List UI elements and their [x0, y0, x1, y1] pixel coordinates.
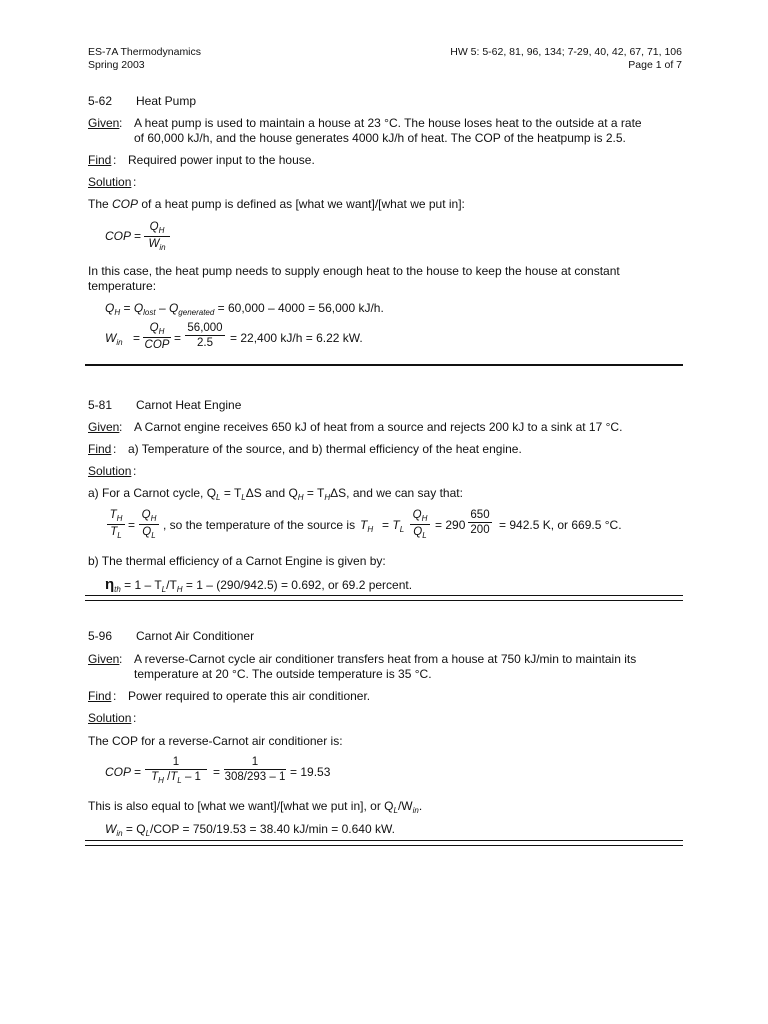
find-text: Power required to operate this air conditioner.	[128, 689, 371, 703]
find-text: Required power input to the house.	[128, 153, 315, 167]
given-label: Given	[88, 116, 120, 130]
cop-lhs: COP =	[105, 765, 141, 779]
solution-label: Solution	[88, 175, 132, 189]
find-label: Find	[88, 442, 112, 456]
power-equation: $W_{in} = Q_L/COP = 750/19.53 = 38.40$ kJ/min = 0.640 kW.	[105, 822, 395, 838]
qh-equation: $Q_H = Q_{lost} - Q_{generated} = 60,000 - 4000 = 56,000$ kJ/h.	[105, 301, 384, 317]
solution-label: Solution	[88, 711, 132, 725]
efficiency-equation: $\eta_{th} = 1 - T_L/T_H = 1 - (290/942.5) = 0.692$, or 69.2 percent.	[105, 576, 413, 594]
section-divider	[85, 364, 683, 366]
cop-result: = 19.53	[290, 765, 331, 779]
win-lhs: $W_{in}$	[105, 331, 123, 347]
given-text-2: temperature at 20 °C. The outside temperature is 35 °C.	[134, 667, 432, 681]
problem-title: Carnot Air Conditioner	[136, 629, 255, 643]
given-text: A Carnot engine receives 650 kJ of heat from a source and rejects 200 kJ to a sink at 17 °C.	[134, 420, 623, 434]
section-divider	[85, 595, 683, 601]
given-text-1: A heat pump is used to maintain a house at 23 °C. The house loses heat to the outside at a rate	[134, 116, 642, 130]
th-tl-fraction: $T_H$ $T_L$	[107, 509, 125, 540]
carnot-relation-line: a) For a Carnot cycle, $Q_L = T_L\Delta S$ and $Q_H = T_H\Delta S$, and we can say that:	[88, 486, 463, 502]
header-hw: HW 5: 5-62, 81, 96, 134; 7-29, 40, 42, 67, 71, 106	[450, 46, 682, 58]
win-fraction-2: 56,000 2.5	[185, 322, 225, 349]
qh-ql-fraction: $Q_H$ $Q_L$	[139, 509, 159, 540]
explanation-line-2: temperature:	[88, 279, 157, 293]
problem-number: 5-96	[88, 629, 113, 643]
problem-title: Carnot Heat Engine	[136, 398, 242, 412]
cop-intro: The COP for a reverse-Carnot air conditioner is:	[88, 734, 343, 748]
efficiency-intro: b) The thermal efficiency of a Carnot Engine is given by:	[88, 554, 386, 568]
cop-lhs: COP =	[105, 229, 141, 243]
source-temp-text: , so the temperature of the source is	[163, 518, 356, 532]
given-text-1: A reverse-Carnot cycle air conditioner transfers heat from a house at 750 kJ/min to maintain its	[134, 652, 637, 666]
section-divider	[85, 840, 683, 846]
header-page: Page 1 of 7	[628, 59, 682, 71]
source-temp-result: = 942.5 K, or 669.5 °C.	[499, 518, 622, 532]
problem-number: 5-81	[88, 398, 113, 412]
document-page: ES-7A Thermodynamics Spring 2003 HW 5: 5-62, 81, 96, 134; 7-29, 40, 42, 67, 71, 106 Page 1 of 7 5-62 Heat Pump Given : A heat pump is used to maintain a house at 23 °C. The house loses heat to the outside at a rate of 60,000 kJ/h, and the house generates 4000 kJ/h of heat. The COP of the heatpump is 2.5. Find : Required power input to the house. Solution : The COP of a heat pump is defined as [what we want]/[what we put in]: COP = $Q_H$ $W_{in}$ In this case, the heat pump needs to supply enough heat to the house to keep the house at constant temperature: $Q_H = Q_{lost} - Q_{generated} = 60,000 - 4000 = 56,000$ kJ/h. $W_{in}$ = $Q_H$ COP = 56,000 2.5 = 22,400 kJ/h = 6.22 kW. 5-81 Carnot Heat Engine Given : A Carnot engine receives 650 kJ of heat from a source and rejects 200 kJ to a sink at 17 °C. Find : a) Temperature of the source, and b) thermal efficiency of the heat engine. Solution : a) For a Carnot cycle, $Q_L = T_L\Delta S$ and $Q_H = T_H\Delta S$, and we can say that: $T_H$ $T_L$ = $Q_H$ $Q_L$ , so the temperature of the source is $T_H$ = $T_L$ $Q_H$ $Q_L$ = 290 650 200 = 942.5 K, or 669.5 °C. b) The thermal efficiency of a Carnot Engine is given by: $\eta_{th} = 1 - T_L/T_H = 1 - (290/942.5) = 0.692$, or 69.2 percent. 5-96 Carnot Air Conditioner Given : A reverse-Carnot cycle air conditioner transfers heat from a house at 750 kJ/min to maintain its temperature at 20 °C. The outside temperature is 35 °C. Find : Power required to operate this air conditioner. Solution : The COP for a reverse-Carnot air conditioner is: COP = 1 $T_H$ $/T_L - 1$ = 1 308/293 – 1 = 19.53 This is also equal to [what we want]/[what we put in], or $Q_L/W_{in}$. $W_{in} = Q_L/COP = 750/19.53 = 38.40$ kJ/min = 0.640 kW.	[0, 0, 768, 1024]
cop-fraction: $Q_H$ $W_{in}$	[144, 221, 170, 252]
cop-definition-line: The COP of a heat pump is defined as [what we want]/[what we put in]:	[88, 197, 465, 211]
given-text-2: of 60,000 kJ/h, and the house generates 4000 kJ/h of heat. The COP of the heatpump is 2.5.	[134, 131, 626, 145]
eq-290: = 290	[435, 518, 466, 532]
cop-fraction-2: 1 308/293 – 1	[224, 756, 286, 783]
find-label: Find	[88, 153, 112, 167]
explanation-line-1: In this case, the heat pump needs to supply enough heat to the house to keep the house at constant	[88, 264, 620, 278]
given-label: Given	[88, 652, 120, 666]
header-course: ES-7A Thermodynamics	[88, 46, 202, 58]
cop-fraction-1: 1 $T_H$ $/T_L - 1$	[145, 756, 207, 785]
th-symbol: $T_H$	[360, 518, 374, 534]
problem-title: Heat Pump	[136, 94, 197, 108]
win-result: = 22,400 kJ/h = 6.22 kW.	[230, 331, 363, 345]
heat-ratio-fraction: 650 200	[468, 509, 492, 536]
find-text: a) Temperature of the source, and b) thermal efficiency of the heat engine.	[128, 442, 522, 456]
given-label: Given	[88, 420, 120, 434]
equality-line: This is also equal to [what we want]/[what we put in], or $Q_L/W_{in}$.	[88, 799, 423, 815]
qh-ql-fraction-2: $Q_H$ $Q_L$	[410, 509, 430, 540]
win-fraction-1: $Q_H$ COP	[144, 322, 170, 351]
solution-label: Solution	[88, 464, 132, 478]
problem-number: 5-62	[88, 94, 113, 108]
header-term: Spring 2003	[88, 59, 145, 71]
find-label: Find	[88, 689, 112, 703]
